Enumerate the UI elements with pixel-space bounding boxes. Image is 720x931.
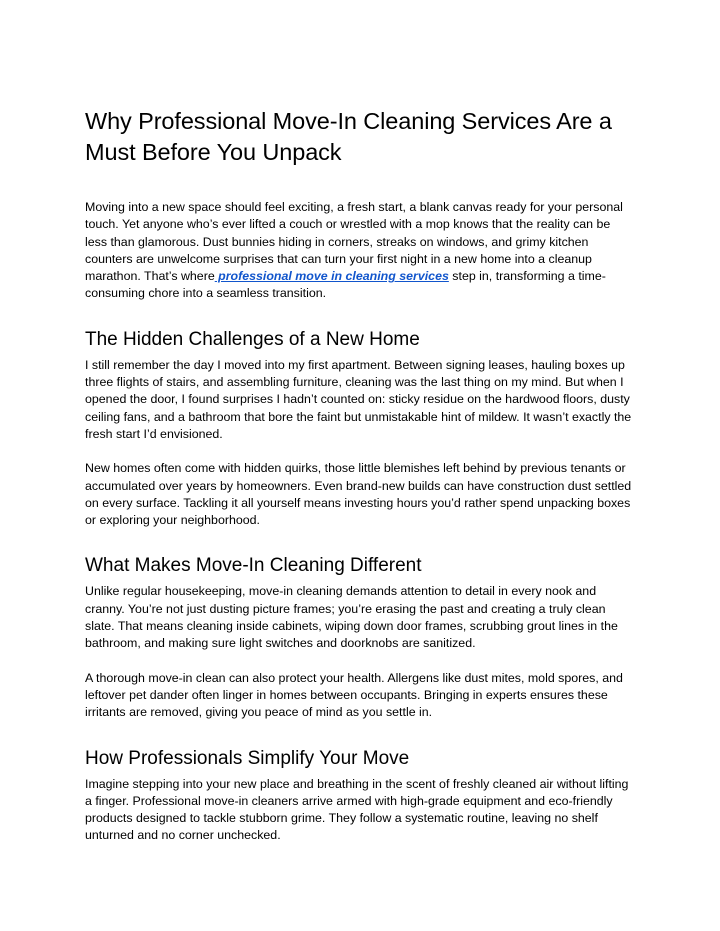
section-1-paragraph-2: New homes often come with hidden quirks, those little blemishes left behind by previous tenants or accumulated over years by homeowners. Even brand-new builds can have construction dust settled on every surface. Tackling it all yourself means investing hours you’d rather spend unpacking boxes or exploring your neighborhood. (85, 461, 632, 528)
professional-move-in-cleaning-link[interactable]: professional move in cleaning services (214, 269, 449, 284)
intro-text-before-link: Moving into a new space should feel exciting, a fresh start, a blank canvas ready for your personal touch. Yet anyone who’s ever lifted a couch or wrestled with a mop knows that the reality can be less than glamorous. Dust bunnies hiding in corners, streaks on windows, and grimy kitchen counters are unwelcome surprises that can turn your first night in a new home into a cleanup marathon. That’s where (85, 200, 623, 284)
page-title: Why Professional Move-In Cleaning Services Are a Must Before You Unpack (85, 108, 612, 165)
section-1-paragraph-1: I still remember the day I moved into my first apartment. Between signing leases, hauling boxes up three flights of stairs, and assembling furniture, cleaning was the last thing on my mind. But when I opened the door, I found surprises I hadn’t counted on: sticky residue on the hardwood floors, dusty ceiling fans, and a bathroom that bore the faint but unmistakable hint of mildew. It wasn’t exactly the fresh start I’d envisioned. (85, 357, 632, 441)
intro-paragraph (85, 199, 635, 303)
section-3-paragraph-1: Imagine stepping into your new place and breathing in the scent of freshly cleaned air without lifting a finger. Professional move-in cleaners arrive armed with high-grade equipment and eco-friendly products designed to tackle stubborn grime. They follow a systematic routine, leaving no shelf unturned and no corner unchecked. (85, 776, 629, 843)
section-2-paragraph-2: A thorough move-in clean can also protect your health. Allergens like dust mites, mold spores, and leftover pet dander often linger in homes between occupants. Bringing in experts ensures these irritants are removed, giving you peace of mind as you settle in. (85, 670, 623, 720)
intro-text-after-link: step in, transforming a time-consuming chore into a seamless transition. (85, 269, 606, 301)
section-heading-professionals-simplify: How Professionals Simplify Your Move (85, 747, 410, 769)
section-2-paragraph-1: Unlike regular housekeeping, move-in cleaning demands attention to detail in every nook and cranny. You’re not just dusting picture frames; you’re erasing the past and creating a truly clean slate. That means cleaning inside cabinets, wiping down door frames, scrubbing grout lines in the bathroom, and making sure light switches and doorknobs are sanitized. (85, 584, 618, 651)
section-heading-hidden-challenges: The Hidden Challenges of a New Home (85, 328, 420, 350)
section-heading-move-in-different: What Makes Move-In Cleaning Different (85, 555, 422, 577)
